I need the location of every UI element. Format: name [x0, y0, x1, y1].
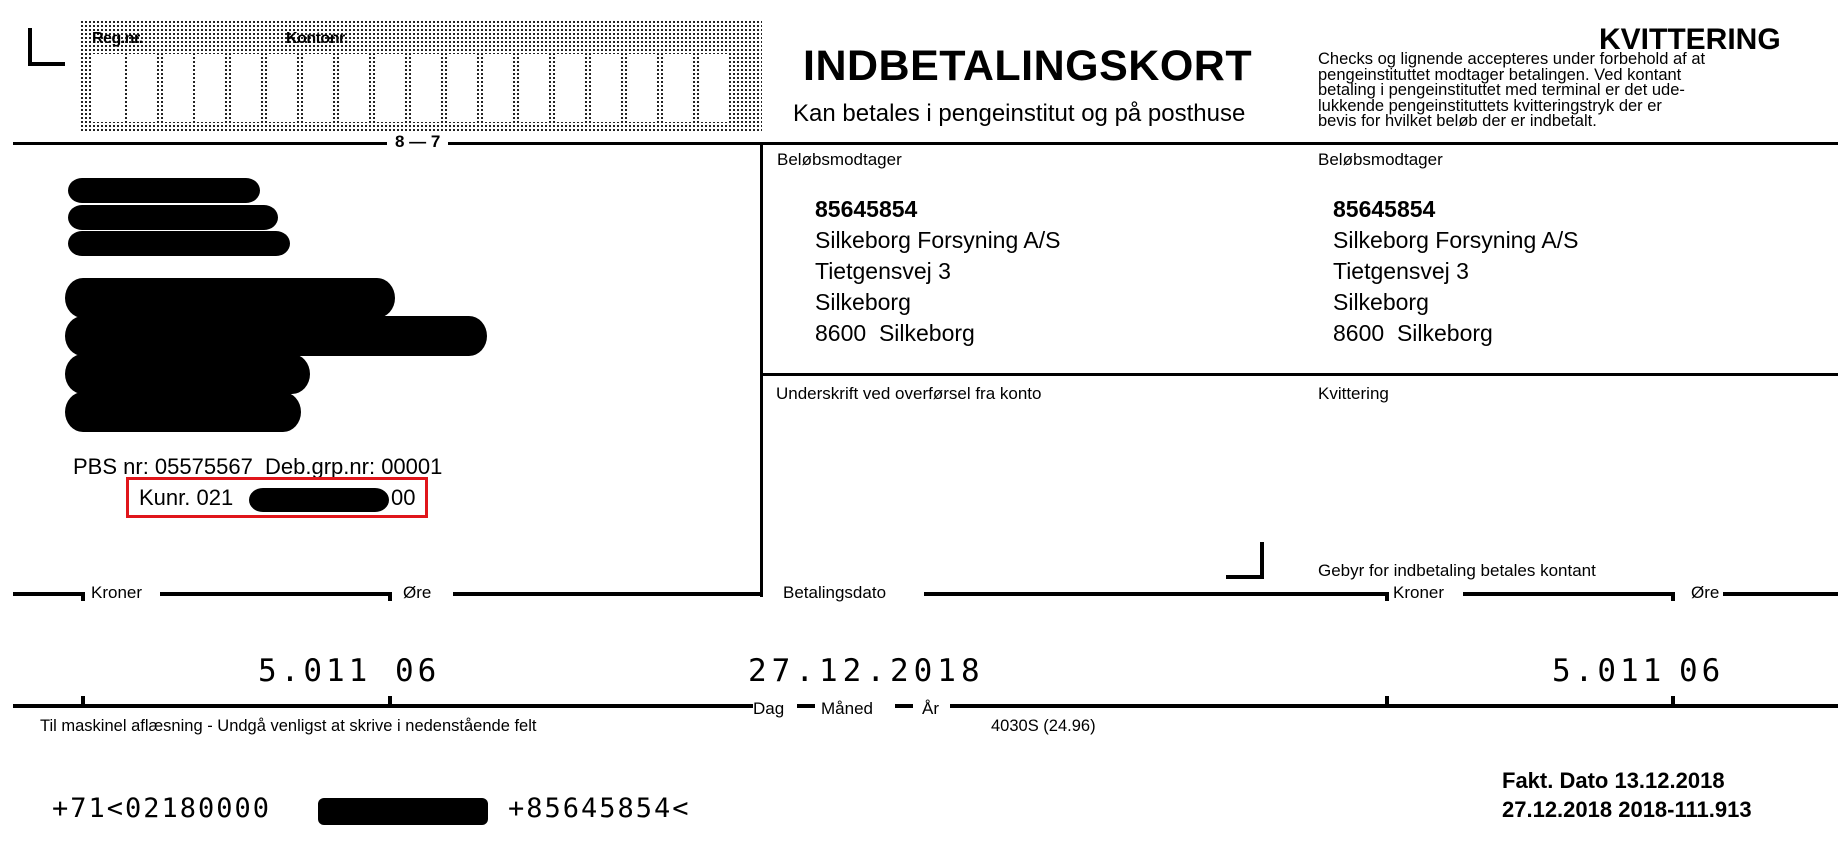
receipt-amount-ore: 06 [1679, 653, 1725, 689]
ore-tick-top [388, 592, 392, 601]
check-digits: 8 — 7 [387, 132, 448, 152]
reg-digit-cell[interactable] [129, 54, 157, 122]
receipt-recipient-name: Silkeborg Forsyning A/S [1333, 227, 1579, 253]
customer-number-box [126, 477, 428, 518]
receipt-recipient-city: Silkeborg [1333, 289, 1429, 315]
receipt-recipient-label: Beløbsmodtager [1318, 150, 1443, 169]
ocr-line-prefix: +71<02180000 [52, 793, 272, 824]
konto-digit-cell[interactable] [341, 54, 369, 122]
konto-digit-cell[interactable] [665, 54, 693, 122]
reg-digit-cell[interactable] [93, 54, 123, 122]
receipt-amount-top-line [1723, 592, 1838, 596]
konto-digit-cell[interactable] [485, 54, 513, 122]
payment-date-label: Betalingsdato [783, 583, 887, 602]
receipt-title: KVITTERING [1599, 23, 1781, 56]
receipt-kroner-tick-bottom [1385, 696, 1389, 706]
konto-digit-cell[interactable] [269, 54, 297, 122]
kontonr-label: Kontonr. [286, 30, 348, 47]
reg-digit-cell[interactable] [197, 54, 225, 122]
ocr-line-suffix: +85645854< [508, 793, 691, 824]
section-divider-vertical [760, 143, 763, 597]
redacted-payer-line [68, 205, 278, 230]
account-number-box [80, 20, 762, 133]
receipt-ore-label: Øre [1691, 583, 1720, 602]
receipt-note-line: lukkende pengeinstituttets kvitteringstryk der er [1318, 96, 1662, 115]
signature-label: Underskrift ved overførsel fra konto [776, 384, 1042, 403]
redacted-payer-line [68, 231, 290, 256]
machine-reading-note: Til maskinel aflæsning - Undgå venligst at skrive i nedenstående felt [40, 717, 537, 735]
redacted-payer-address [65, 392, 301, 432]
fee-note: Gebyr for indbetaling betales kontant [1318, 561, 1596, 580]
konto-digit-cell[interactable] [701, 54, 729, 122]
redacted-payer-address [65, 354, 310, 394]
konto-digit-cell[interactable] [521, 54, 549, 122]
kroner-label: Kroner [91, 583, 143, 602]
ore-label: Øre [403, 583, 432, 602]
kroner-tick-bottom [81, 696, 85, 706]
header-divider [13, 142, 1838, 145]
date-month-label: Måned [821, 699, 873, 718]
corner-mark-horizontal [1226, 575, 1264, 579]
recipient-name: Silkeborg Forsyning A/S [815, 227, 1061, 253]
amount-bottom-line [950, 704, 1838, 708]
receipt-note-line: betaling i pengeinstituttet med terminal er det ude- [1318, 81, 1685, 99]
konto-digit-cell[interactable] [305, 54, 333, 122]
receipt-recipient-postal: 8600 Silkeborg [1333, 320, 1493, 346]
amount-kroner: 5.011 [258, 653, 372, 689]
receipt-note-line: bevis for hvilket beløb der er indbetalt. [1318, 112, 1597, 130]
receipt-note-line: Checks og lignende accepteres under forbehold af at [1318, 50, 1706, 68]
amount-ore: 06 [395, 653, 441, 689]
receipt-kroner-tick-top [1385, 592, 1389, 601]
corner-mark-vertical [28, 28, 32, 66]
recipient-label: Beløbsmodtager [777, 150, 902, 169]
signature-field[interactable] [764, 405, 1264, 575]
kroner-tick-top [81, 592, 85, 601]
receipt-amount-top-line [1463, 592, 1675, 596]
receipt-ore-tick-top [1671, 592, 1675, 601]
form-code: 4030S (24.96) [991, 717, 1096, 735]
form-subtitle: Kan betales i pengeinstitut og på posthuse [793, 100, 1246, 127]
konto-digit-cell[interactable] [377, 54, 405, 122]
receipt-recipient-street: Tietgensvej 3 [1333, 258, 1469, 284]
recipient-block [815, 194, 1060, 349]
receipt-recipient-block [1333, 194, 1578, 349]
redacted-payer-address [65, 278, 395, 318]
payment-date-value: 27.12.2018 [748, 653, 985, 689]
receipt-amount-kroner: 5.011 [1552, 653, 1666, 689]
receipt-recipient-account: 85645854 [1333, 196, 1436, 222]
corner-mark-horizontal [28, 62, 65, 66]
form-title: INDBETALINGSKORT [803, 42, 1253, 90]
recipient-postal: 8600 Silkeborg [815, 320, 975, 346]
redacted-ocr-segment [318, 798, 488, 825]
date-separator [797, 704, 815, 708]
redacted-payer-name [68, 178, 260, 203]
konto-digit-cell[interactable] [233, 54, 261, 122]
invoice-reference: 27.12.2018 2018-111.913 [1502, 797, 1752, 822]
date-top-line [924, 592, 1389, 596]
recipient-city: Silkeborg [815, 289, 911, 315]
recipient-street: Tietgensvej 3 [815, 258, 951, 284]
date-separator [895, 704, 913, 708]
date-year-label: År [922, 699, 939, 718]
receipt-kroner-label: Kroner [1393, 583, 1445, 602]
redacted-customer-number [249, 488, 389, 512]
receipt-stamp-label: Kvittering [1318, 384, 1389, 403]
recipient-account: 85645854 [815, 196, 918, 222]
receipt-note [1318, 52, 1705, 130]
receipt-ore-tick-bottom [1671, 696, 1675, 706]
pbs-line: PBS nr: 05575567 Deb.grp.nr: 00001 [73, 454, 443, 479]
amount-bottom-line [13, 704, 753, 708]
konto-digit-cell[interactable] [557, 54, 585, 122]
invoice-date: Fakt. Dato 13.12.2018 [1502, 768, 1725, 793]
corner-mark-vertical [1260, 542, 1264, 579]
recipient-divider [761, 373, 1838, 376]
konto-digit-cell[interactable] [413, 54, 441, 122]
reg-nr-label: Reg.nr. [92, 30, 143, 47]
amount-top-line [13, 592, 85, 596]
konto-digit-cell[interactable] [629, 54, 657, 122]
receipt-note-line: pengeinstituttet modtager betalingen. Ved kontant [1318, 65, 1682, 84]
ore-tick-bottom [388, 696, 392, 706]
amount-top-line [160, 592, 392, 596]
customer-number-suffix: 00 [391, 485, 416, 510]
date-day-label: Dag [753, 699, 785, 718]
redacted-payer-address [65, 316, 487, 356]
amount-top-line [453, 592, 763, 596]
customer-number-prefix: Kunr. 021 [139, 485, 234, 510]
konto-digit-cell[interactable] [449, 54, 477, 122]
konto-digit-cell[interactable] [593, 54, 621, 122]
reg-digit-cell[interactable] [163, 54, 191, 122]
